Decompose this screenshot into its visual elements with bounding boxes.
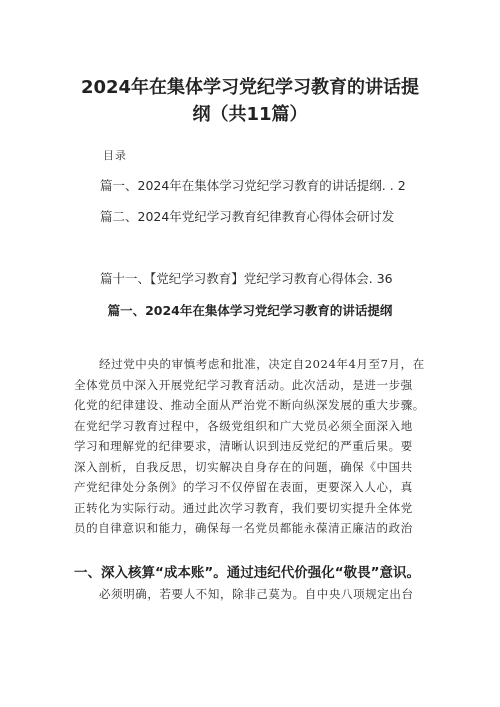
toc-item-11[interactable]: 篇十一、【党纪学习教育】党纪学习教育心得体会. 36 bbox=[100, 271, 393, 286]
toc-item-1[interactable]: 篇一、2024年在集体学习党纪学习教育的讲话提纲. . 2 bbox=[100, 178, 406, 193]
document-title-line-2: 纲（共11篇） bbox=[192, 104, 308, 125]
body-paragraph-line: 深入剖析，自我反思，切实解决自身存在的问题，确保《中国共 bbox=[74, 459, 413, 474]
body-paragraph-line: 必须明确，若要人不知，除非己莫为。自中央八项规定出台 bbox=[99, 587, 414, 601]
body-paragraph-line: 全体党员中深入开展党纪学习教育活动。此次活动，是进一步强 bbox=[74, 377, 413, 392]
body-paragraph-line: 员的自律意识和能力，确保每一名党员都能永葆清正廉洁的政治 bbox=[74, 521, 413, 535]
body-paragraph-line: 产党纪律处分条例》的学习不仅停留在表面，更要深入人心，真 bbox=[74, 480, 413, 494]
body-paragraph-line: 化党的纪律建设、推动全面从严治党不断向纵深发展的重大步骤。 bbox=[74, 398, 425, 412]
document-title-line-1: 2024年在集体学习党纪学习教育的讲话提 bbox=[80, 77, 420, 98]
section-subheading: 一、深入核算“成本账”。通过违纪代价强化“敬畏”意识。 bbox=[74, 565, 420, 581]
body-paragraph-line: 经过党中央的审慎考虑和批准，决定自2024年4月至7月，在 bbox=[99, 357, 425, 371]
body-paragraph-line: 正转化为实际行动。通过此次学习教育，我们要切实提升全体党 bbox=[74, 500, 413, 515]
section-title: 篇一、2024年在集体学习党纪学习教育的讲话提纲 bbox=[107, 303, 393, 318]
toc-heading: 目录 bbox=[103, 149, 127, 162]
body-paragraph-line: 学习和理解党的纪律要求，清晰认识到违反党纪的严重后果。要 bbox=[74, 439, 413, 453]
toc-item-2[interactable]: 篇二、2024年党纪学习教育纪律教育心得体会研讨发 bbox=[100, 209, 395, 224]
body-paragraph-line: 在党纪学习教育过程中，各级党组织和广大党员必须全面深入地 bbox=[74, 418, 413, 433]
